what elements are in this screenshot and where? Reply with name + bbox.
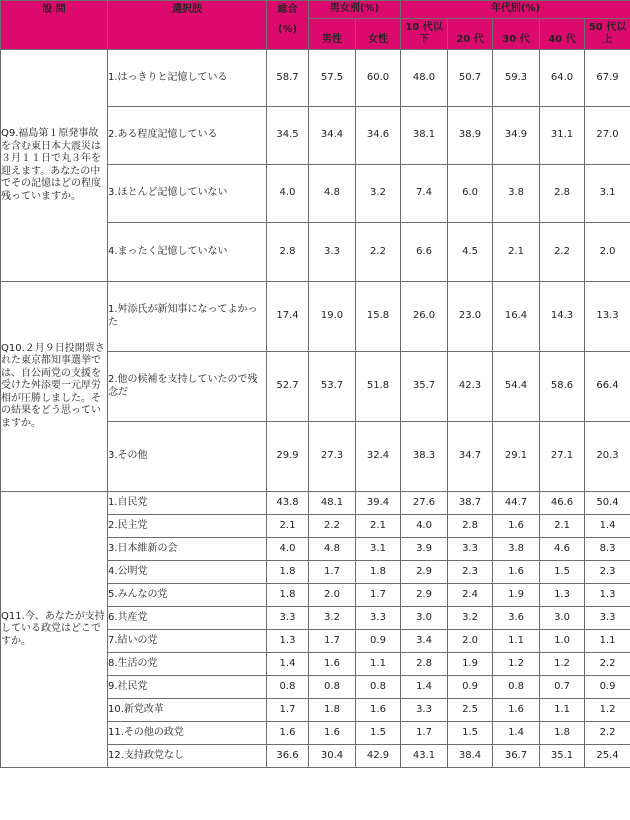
value-cell: 27.6 [401, 492, 448, 515]
value-cell: 2.9 [401, 561, 448, 584]
value-cell: 1.9 [493, 584, 540, 607]
value-cell: 1.7 [267, 699, 309, 722]
header-age-10s: 10 代以下 [401, 19, 448, 50]
value-cell: 4.0 [401, 515, 448, 538]
value-cell: 1.1 [585, 630, 630, 653]
question-text: Q10.２月９日投開票された東京都知事選挙では、自公両党の支援を受けた舛添要一元厚労相が圧勝しました。その結果をどう思っていますか。 [1, 282, 108, 492]
choice-label: 9.社民党 [108, 676, 267, 699]
choice-label: 7.結いの党 [108, 630, 267, 653]
choice-label: 3.ほとんど記憶していない [108, 165, 267, 223]
value-cell: 15.8 [356, 282, 401, 352]
value-cell: 1.6 [493, 515, 540, 538]
value-cell: 0.7 [540, 676, 585, 699]
table-row [1, 50, 630, 107]
value-cell: 2.2 [540, 223, 585, 282]
value-cell: 8.3 [585, 538, 630, 561]
header-age-20s: 20 代 [448, 19, 493, 50]
value-cell: 0.8 [493, 676, 540, 699]
header-male: 男性 [309, 19, 356, 50]
value-cell: 1.7 [401, 722, 448, 745]
value-cell: 2.3 [585, 561, 630, 584]
choice-label: 1.はっきりと記憶している [108, 50, 267, 107]
value-cell: 2.1 [356, 515, 401, 538]
value-cell: 1.9 [448, 653, 493, 676]
value-cell: 3.8 [493, 165, 540, 223]
value-cell: 42.3 [448, 352, 493, 422]
value-cell: 53.7 [309, 352, 356, 422]
value-cell: 2.8 [267, 223, 309, 282]
value-cell: 51.8 [356, 352, 401, 422]
choice-label: 1.舛添氏が新知事になってよかった [108, 282, 267, 352]
value-cell: 48.0 [401, 50, 448, 107]
value-cell: 30.4 [309, 745, 356, 768]
value-cell: 42.9 [356, 745, 401, 768]
value-cell: 2.1 [493, 223, 540, 282]
value-cell: 32.4 [356, 422, 401, 492]
value-cell: 0.8 [309, 676, 356, 699]
value-cell: 16.4 [493, 282, 540, 352]
value-cell: 64.0 [540, 50, 585, 107]
choice-label: 2.ある程度記憶している [108, 107, 267, 165]
value-cell: 1.5 [356, 722, 401, 745]
value-cell: 20.3 [585, 422, 630, 492]
value-cell: 2.8 [401, 653, 448, 676]
value-cell: 1.7 [309, 630, 356, 653]
value-cell: 1.3 [585, 584, 630, 607]
choice-label: 2.民主党 [108, 515, 267, 538]
header-age-40s: 40 代 [540, 19, 585, 50]
table-row [1, 492, 630, 515]
value-cell: 0.9 [448, 676, 493, 699]
value-cell: 34.5 [267, 107, 309, 165]
value-cell: 17.4 [267, 282, 309, 352]
value-cell: 54.4 [493, 352, 540, 422]
value-cell: 0.8 [356, 676, 401, 699]
value-cell: 1.8 [267, 561, 309, 584]
value-cell: 39.4 [356, 492, 401, 515]
value-cell: 2.2 [309, 515, 356, 538]
value-cell: 59.3 [493, 50, 540, 107]
value-cell: 27.3 [309, 422, 356, 492]
value-cell: 2.0 [448, 630, 493, 653]
value-cell: 29.1 [493, 422, 540, 492]
value-cell: 2.3 [448, 561, 493, 584]
choice-label: 2.他の候補を支持していたので残念だ [108, 352, 267, 422]
value-cell: 1.8 [309, 699, 356, 722]
value-cell: 1.1 [540, 699, 585, 722]
value-cell: 1.5 [540, 561, 585, 584]
value-cell: 43.8 [267, 492, 309, 515]
value-cell: 1.8 [267, 584, 309, 607]
value-cell: 50.7 [448, 50, 493, 107]
value-cell: 4.5 [448, 223, 493, 282]
value-cell: 2.9 [401, 584, 448, 607]
value-cell: 3.3 [267, 607, 309, 630]
value-cell: 1.6 [493, 699, 540, 722]
value-cell: 3.0 [540, 607, 585, 630]
value-cell: 36.6 [267, 745, 309, 768]
value-cell: 38.1 [401, 107, 448, 165]
value-cell: 14.3 [540, 282, 585, 352]
choice-label: 4.まったく記憶していない [108, 223, 267, 282]
value-cell: 1.4 [585, 515, 630, 538]
value-cell: 0.8 [267, 676, 309, 699]
value-cell: 3.1 [585, 165, 630, 223]
value-cell: 1.3 [540, 584, 585, 607]
value-cell: 2.1 [267, 515, 309, 538]
value-cell: 31.1 [540, 107, 585, 165]
value-cell: 66.4 [585, 352, 630, 422]
value-cell: 1.6 [267, 722, 309, 745]
value-cell: 2.0 [585, 223, 630, 282]
value-cell: 23.0 [448, 282, 493, 352]
value-cell: 1.7 [309, 561, 356, 584]
value-cell: 3.2 [356, 165, 401, 223]
value-cell: 4.8 [309, 165, 356, 223]
value-cell: 2.8 [540, 165, 585, 223]
value-cell: 1.5 [448, 722, 493, 745]
value-cell: 1.2 [540, 653, 585, 676]
value-cell: 58.6 [540, 352, 585, 422]
table-body [1, 50, 630, 768]
value-cell: 2.8 [448, 515, 493, 538]
value-cell: 60.0 [356, 50, 401, 107]
value-cell: 3.3 [448, 538, 493, 561]
value-cell: 0.9 [356, 630, 401, 653]
value-cell: 44.7 [493, 492, 540, 515]
header-age-30s: 30 代 [493, 19, 540, 50]
value-cell: 3.6 [493, 607, 540, 630]
value-cell: 1.6 [309, 653, 356, 676]
question-text: Q9.福島第１原発事故を含む東日本大震災は３月１１日で丸３年を迎えます。あなたの中でその記憶はどの程度残っていますか。 [1, 50, 108, 282]
value-cell: 4.0 [267, 538, 309, 561]
value-cell: 2.0 [309, 584, 356, 607]
value-cell: 1.4 [401, 676, 448, 699]
value-cell: 3.3 [401, 699, 448, 722]
value-cell: 26.0 [401, 282, 448, 352]
value-cell: 35.1 [540, 745, 585, 768]
value-cell: 2.1 [540, 515, 585, 538]
value-cell: 6.6 [401, 223, 448, 282]
value-cell: 3.3 [356, 607, 401, 630]
value-cell: 3.1 [356, 538, 401, 561]
value-cell: 29.9 [267, 422, 309, 492]
value-cell: 3.3 [309, 223, 356, 282]
choice-label: 1.自民党 [108, 492, 267, 515]
header-gender-group: 男女別(%) [309, 1, 401, 19]
value-cell: 3.2 [309, 607, 356, 630]
value-cell: 3.0 [401, 607, 448, 630]
value-cell: 46.6 [540, 492, 585, 515]
choice-label: 8.生活の党 [108, 653, 267, 676]
value-cell: 34.7 [448, 422, 493, 492]
header-choice: 選択肢 [108, 1, 267, 50]
value-cell: 2.2 [585, 722, 630, 745]
choice-label: 6.共産党 [108, 607, 267, 630]
table-header [1, 1, 630, 50]
value-cell: 1.4 [493, 722, 540, 745]
value-cell: 1.2 [493, 653, 540, 676]
question-text: Q11.今、あなたが支持している政党はどこですか。 [1, 492, 108, 768]
value-cell: 13.3 [585, 282, 630, 352]
value-cell: 3.4 [401, 630, 448, 653]
choice-label: 12.支持政党なし [108, 745, 267, 768]
value-cell: 27.0 [585, 107, 630, 165]
table-row [1, 282, 630, 352]
value-cell: 2.2 [356, 223, 401, 282]
value-cell: 57.5 [309, 50, 356, 107]
choice-label: 11.その他の政党 [108, 722, 267, 745]
value-cell: 25.4 [585, 745, 630, 768]
value-cell: 27.1 [540, 422, 585, 492]
value-cell: 3.2 [448, 607, 493, 630]
value-cell: 1.0 [540, 630, 585, 653]
value-cell: 0.9 [585, 676, 630, 699]
value-cell: 34.9 [493, 107, 540, 165]
header-total [267, 1, 309, 50]
value-cell: 36.7 [493, 745, 540, 768]
value-cell: 58.7 [267, 50, 309, 107]
value-cell: 4.8 [309, 538, 356, 561]
header-total-unit: (%) [277, 23, 298, 35]
value-cell: 6.0 [448, 165, 493, 223]
choice-label: 10.新党改革 [108, 699, 267, 722]
value-cell: 1.3 [267, 630, 309, 653]
value-cell: 38.3 [401, 422, 448, 492]
choice-label: 5.みんなの党 [108, 584, 267, 607]
value-cell: 50.4 [585, 492, 630, 515]
value-cell: 1.6 [356, 699, 401, 722]
value-cell: 43.1 [401, 745, 448, 768]
value-cell: 1.8 [540, 722, 585, 745]
value-cell: 38.9 [448, 107, 493, 165]
value-cell: 1.6 [309, 722, 356, 745]
value-cell: 1.7 [356, 584, 401, 607]
value-cell: 67.9 [585, 50, 630, 107]
value-cell: 1.1 [356, 653, 401, 676]
value-cell: 3.9 [401, 538, 448, 561]
value-cell: 2.2 [585, 653, 630, 676]
value-cell: 2.5 [448, 699, 493, 722]
value-cell: 38.4 [448, 745, 493, 768]
value-cell: 35.7 [401, 352, 448, 422]
choice-label: 3.その他 [108, 422, 267, 492]
header-question: 設 問 [1, 1, 108, 50]
value-cell: 2.4 [448, 584, 493, 607]
value-cell: 1.2 [585, 699, 630, 722]
value-cell: 34.4 [309, 107, 356, 165]
value-cell: 1.1 [493, 630, 540, 653]
header-female: 女性 [356, 19, 401, 50]
value-cell: 52.7 [267, 352, 309, 422]
value-cell: 34.6 [356, 107, 401, 165]
value-cell: 1.4 [267, 653, 309, 676]
value-cell: 48.1 [309, 492, 356, 515]
value-cell: 1.8 [356, 561, 401, 584]
header-age-50s: 50 代以上 [585, 19, 630, 50]
value-cell: 3.3 [585, 607, 630, 630]
header-age-group: 年代別(%) [401, 1, 630, 19]
value-cell: 1.6 [493, 561, 540, 584]
value-cell: 7.4 [401, 165, 448, 223]
header-total-label: 総合 [277, 4, 298, 15]
value-cell: 4.0 [267, 165, 309, 223]
choice-label: 4.公明党 [108, 561, 267, 584]
value-cell: 4.6 [540, 538, 585, 561]
value-cell: 19.0 [309, 282, 356, 352]
value-cell: 3.8 [493, 538, 540, 561]
value-cell: 38.7 [448, 492, 493, 515]
choice-label: 3.日本維新の会 [108, 538, 267, 561]
